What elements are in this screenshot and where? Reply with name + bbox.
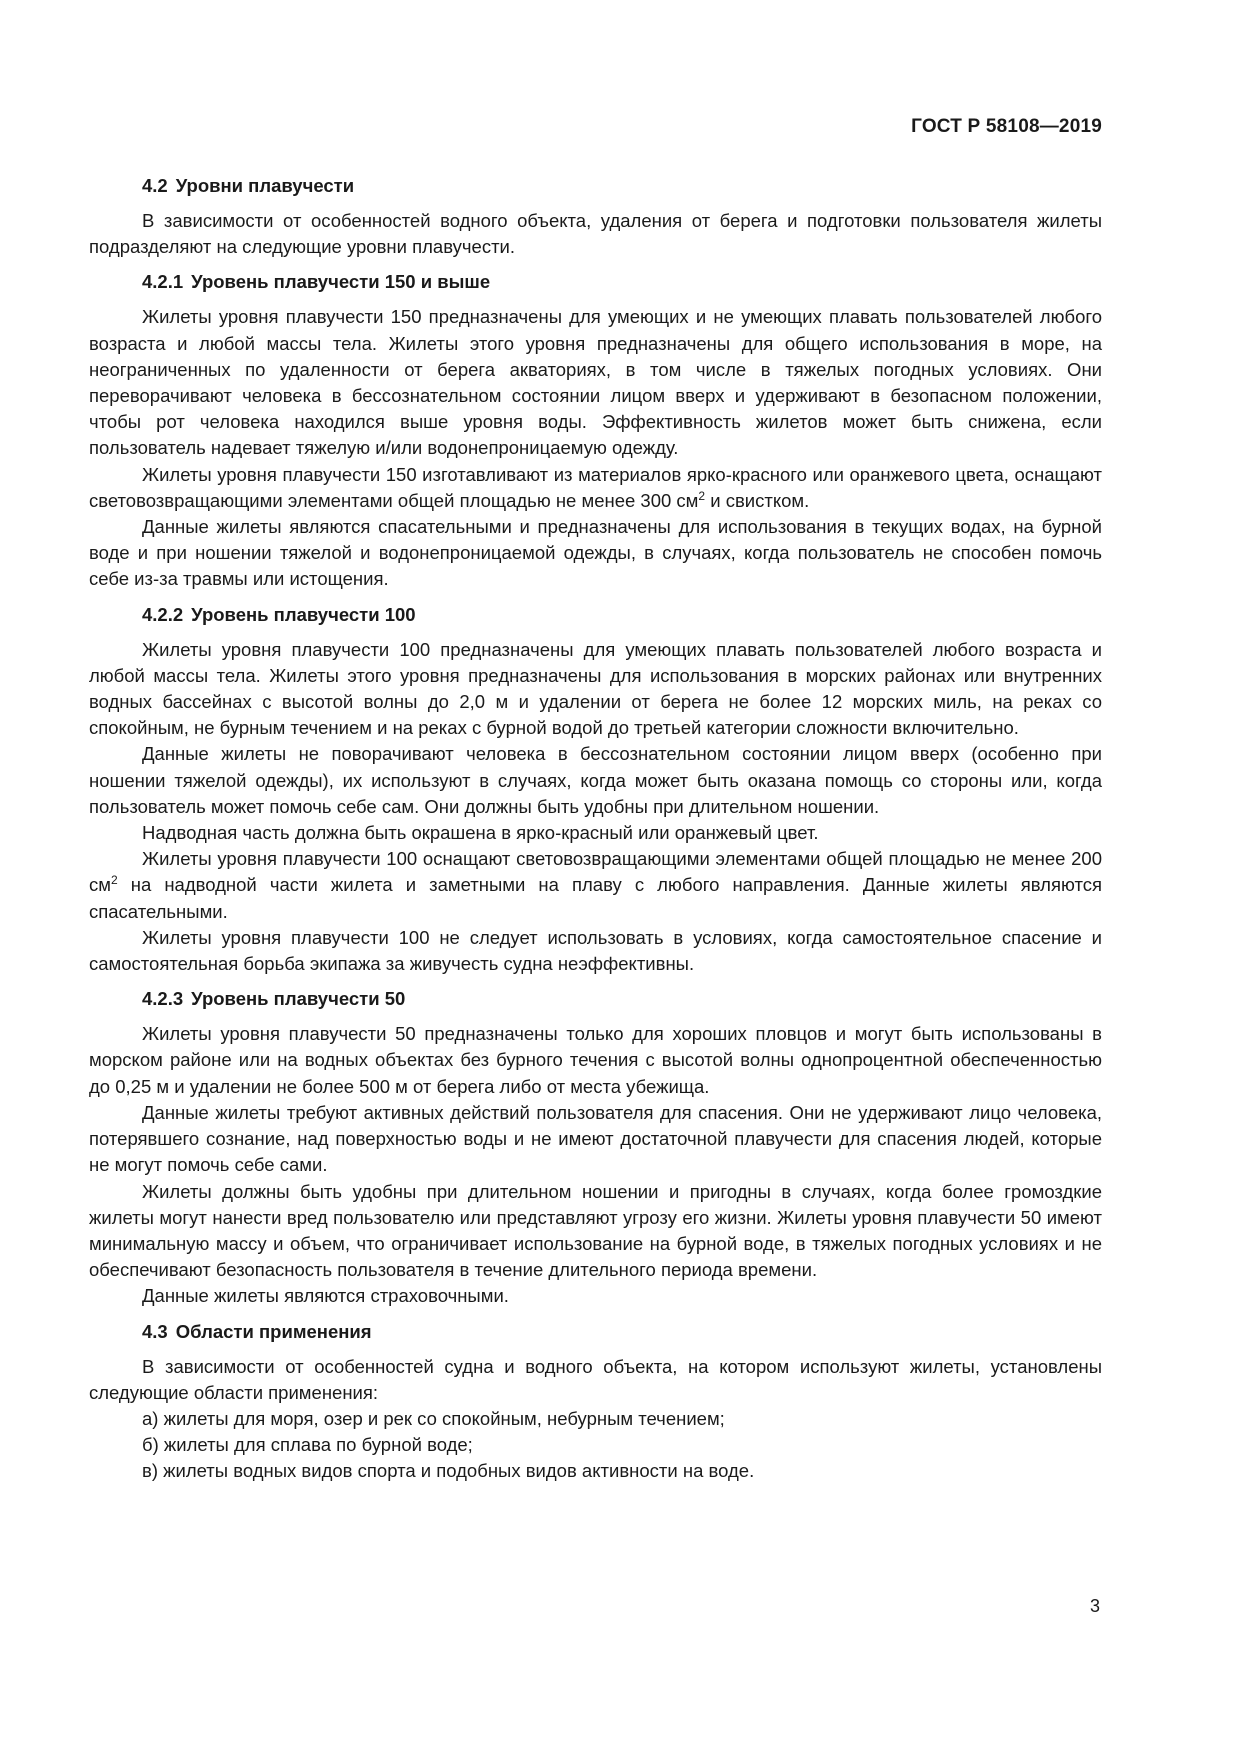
- section-number: 4.3: [142, 1320, 168, 1342]
- paragraph: [89, 846, 1102, 925]
- paragraph: Жилеты уровня плавучести 150 предназначены для умеющих и не умеющих плавать пользователей любого возраста и любой массы тела. Жилеты этого уровня предназначены для общего использования в море, на неограниченных по удаленности от берега акваториях, в том числе в тяжелых погодных условиях. Они переворачивают человека в бессознательном состоянии лицом вверх и удерживают в безопасном положении, чтобы рот человека находился выше уровня воды. Эффективность жилетов может быть снижена, если пользователь надевает тяжелую и/или водонепроницаемую одежду.: [89, 306, 1102, 459]
- section-title: Области применения: [175, 1320, 372, 1342]
- section-title: Уровни плавучести: [175, 175, 355, 196]
- section-number: 4.2.3: [142, 988, 184, 1010]
- section-number: 4.2.2: [142, 603, 184, 625]
- paragraph: Жилеты уровня плавучести 100 не следует использовать в условиях, когда самостоятельное спасение и самостоятельная борьба экипажа за живучесть судна неэффективны.: [89, 926, 1102, 975]
- superscript: 2: [110, 873, 118, 888]
- section-title: Уровень плавучести 50: [191, 988, 406, 1010]
- section-number: 4.2.1: [142, 271, 184, 293]
- superscript: 2: [698, 488, 706, 503]
- document-code: ГОСТ Р 58108—2019: [911, 116, 1102, 137]
- section-title: Уровень плавучести 150 и выше: [191, 271, 491, 293]
- list-item: а) жилеты для моря, озер и рек со спокойным, небурным течением;: [142, 1407, 725, 1429]
- paragraph: Жилеты уровня плавучести 50 предназначены только для хороших пловцов и могут быть использованы в морском районе или на водных объектах без бурного течения с высотой волны однопроцентной обеспеченностью до 0,25 м и удалении не более 500 м от берега либо от места убежища.: [89, 1023, 1102, 1097]
- section-heading-4-2: [89, 173, 1102, 199]
- paragraph-text: на надводной части жилета и заметными на плаву с любого направления. Данные жилеты являются спасательными.: [89, 874, 1102, 922]
- paragraph-text: Жилеты уровня плавучести 100 оснащают световозвращающими элементами общей площадью не менее 200 см: [89, 848, 1102, 896]
- paragraph: Данные жилеты являются спасательными и предназначены для использования в текущих водах, на бурной воде и при ношении тяжелой и водонепроницаемой одежды, в случаях, когда пользователь не способен помочь себе из-за травмы или истощения.: [89, 516, 1102, 590]
- list-item: в) жилеты водных видов спорта и подобных видов активности на воде.: [142, 1460, 755, 1482]
- section-heading-4-2-2: [89, 602, 1102, 628]
- section-heading-4-2-3: [89, 986, 1102, 1012]
- paragraph-text: Жилеты уровня плавучести 150 изготавливают из материалов ярко-красного или оранжевого цвета, оснащают световозвращающими элементами общей площадью не менее 300 см: [89, 463, 1102, 511]
- paragraph: Данные жилеты не поворачивают человека в бессознательном состоянии лицом вверх (особенно при ношении тяжелой одежды), их используют в случаях, когда может быть оказана помощь со стороны или, когда пользователь может помочь себе сам. Они должны быть удобны при длительном ношении.: [89, 743, 1102, 817]
- paragraph-text: и свистком.: [705, 489, 810, 511]
- list-item: б) жилеты для сплава по бурной воде;: [142, 1434, 473, 1456]
- section-heading-4-3: [89, 1319, 1102, 1345]
- section-heading-4-2-1: [89, 269, 1102, 295]
- paragraph: Данные жилеты являются страховочными.: [142, 1285, 509, 1307]
- paragraph: В зависимости от особенностей водного объекта, удаления от берега и подготовки пользователя жилеты подразделяют на следующие уровни плавучести.: [89, 210, 1102, 258]
- section-number: 4.2: [142, 175, 168, 196]
- paragraph: Жилеты уровня плавучести 100 предназначены для умеющих плавать пользователей любого возраста и любой массы тела. Жилеты этого уровня предназначены для использования в морских районах или внутренних водных бассейнах с высотой волны до 2,0 м и удалении от берега не более 12 морских миль, на реках со спокойным, не бурным течением и на реках с бурной водой до третьей категории сложности включительно.: [89, 638, 1102, 739]
- paragraph: Надводная часть должна быть окрашена в ярко-красный или оранжевый цвет.: [142, 822, 819, 844]
- paragraph: Данные жилеты требуют активных действий пользователя для спасения. Они не удерживают лицо человека, потерявшего сознание, над поверхностью воды и не имеют достаточной плавучести для спасения людей, которые не могут помочь себе сами.: [89, 1101, 1102, 1176]
- page-number: 3: [1089, 1596, 1100, 1616]
- paragraph: Жилеты должны быть удобны при длительном ношении и пригодны в случаях, когда более громоздкие жилеты могут нанести вред пользователю или представляют угрозу его жизни. Жилеты уровня плавучести 50 имеют минимальную массу и объем, что ограничивает использование на бурной воде, в тяжелых погодных условиях и не обеспечивают безопасность пользователя в течение длительного периода времени.: [89, 1180, 1102, 1281]
- paragraph: [89, 462, 1102, 514]
- paragraph: В зависимости от особенностей судна и водного объекта, на котором используют жилеты, установлены следующие области применения:: [89, 1355, 1102, 1403]
- page-content: [89, 173, 1102, 1485]
- section-title: Уровень плавучести 100: [191, 603, 416, 625]
